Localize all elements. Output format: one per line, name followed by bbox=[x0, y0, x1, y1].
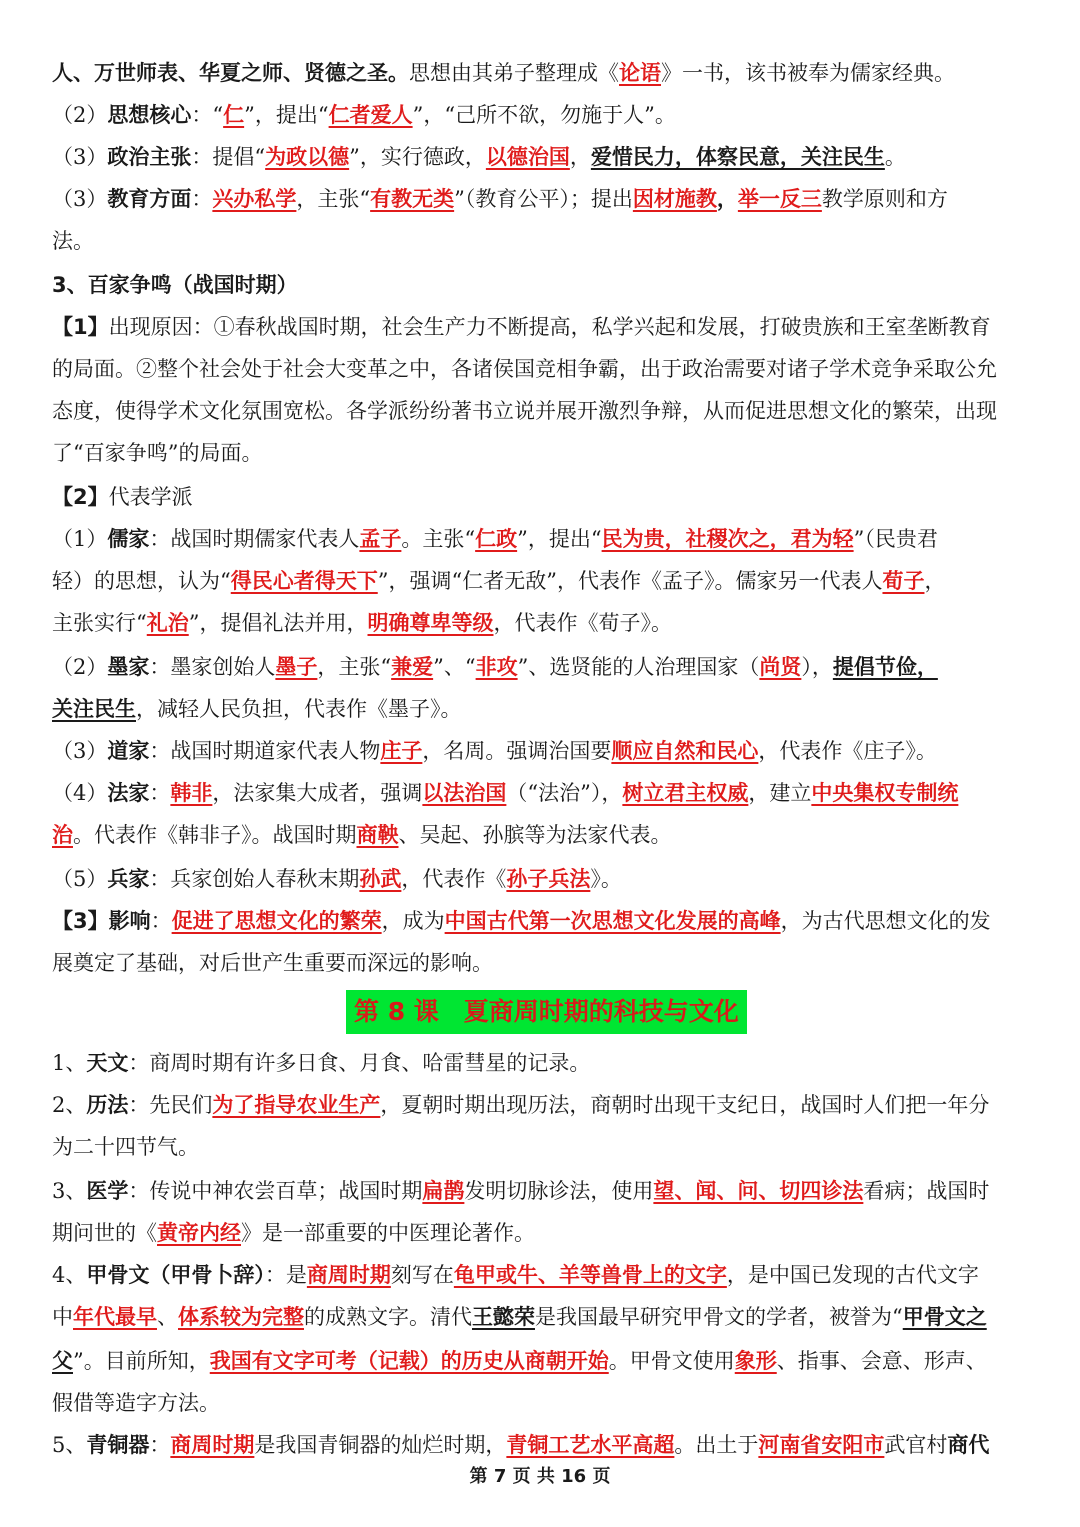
body-text: 主张实行“ bbox=[52, 611, 147, 635]
body-text: 的局面。②整个社会处于社会大变革之中，各诸侯国竞相争霸，出于政治需要对诸子学术竞争采取公允 bbox=[52, 357, 997, 381]
key-term: 得民心者得天下 bbox=[230, 569, 378, 593]
body-text: 、指事、会意、形声、 bbox=[776, 1349, 987, 1373]
bold-text: 兵家 bbox=[107, 867, 150, 891]
key-term: 我国有文字可考（记载）的历史从商朝开始 bbox=[209, 1349, 609, 1373]
key-term: 以德治国 bbox=[485, 145, 570, 169]
body-text: ”，“己所不欲，勿施于人”。 bbox=[412, 103, 676, 127]
body-text: ：是 bbox=[264, 1263, 307, 1287]
key-term: 年代最早 bbox=[73, 1305, 157, 1329]
text-line bbox=[52, 312, 1032, 342]
text-line bbox=[52, 1218, 1032, 1248]
body-text: 。主张“ bbox=[401, 527, 476, 551]
underlined-text: 爱惜民力，体察民意，关注民生 bbox=[590, 145, 885, 169]
bold-text: 人、万世师表、华夏之师、贤德之圣。 bbox=[52, 61, 409, 85]
body-text: （5） bbox=[52, 867, 108, 891]
body-text: ，代表作《庄子》。 bbox=[758, 739, 937, 763]
body-text: （2） bbox=[52, 103, 108, 127]
text-line bbox=[52, 608, 1032, 638]
key-term: 体系较为完整 bbox=[178, 1305, 304, 1329]
body-text: 武官村 bbox=[884, 1433, 948, 1457]
body-text: ，减轻人民负担，代表作《墨子》。 bbox=[136, 697, 462, 721]
body-text: ”。目前所知， bbox=[73, 1349, 210, 1373]
body-text: （“法治”）， bbox=[506, 781, 623, 805]
key-term: 以法治国 bbox=[422, 781, 507, 805]
body-text: ”，实行德政， bbox=[349, 145, 486, 169]
key-term: 中央集权专制统 bbox=[811, 781, 959, 805]
bold-text: 儒家 bbox=[107, 527, 150, 551]
body-text: ，代表作《 bbox=[401, 867, 507, 891]
text-line bbox=[52, 270, 1032, 300]
body-text: ： bbox=[191, 187, 213, 211]
text-line bbox=[52, 482, 1032, 512]
bold-text: 青铜器 bbox=[86, 1433, 150, 1457]
body-text: ”、选贤能的人治理国家（ bbox=[517, 655, 760, 679]
key-term: 论语 bbox=[619, 61, 661, 85]
body-text: 思想由其弟子整理成《 bbox=[409, 61, 619, 85]
body-text: ，是中国已发现的古代文字 bbox=[726, 1263, 979, 1287]
text-line bbox=[52, 1346, 1032, 1376]
body-text: 》。 bbox=[590, 867, 622, 891]
body-text: ：先民们 bbox=[128, 1093, 213, 1117]
body-text: ，代表作《荀子》。 bbox=[493, 611, 672, 635]
body-text: 是我国青铜器的灿烂时期， bbox=[254, 1433, 507, 1457]
body-text: ”（教育公平）；提出 bbox=[454, 187, 633, 211]
body-text: 。代表作《韩非子》。战国时期 bbox=[73, 823, 357, 847]
body-text: ： bbox=[149, 1433, 171, 1457]
text-line bbox=[52, 438, 1032, 468]
body-text: ：兵家创始人春秋末期 bbox=[149, 867, 360, 891]
text-line bbox=[52, 1302, 1032, 1332]
body-text: （1） bbox=[52, 527, 108, 551]
body-text: ：墨家创始人 bbox=[149, 655, 276, 679]
bold-text: 甲骨文（甲骨卜辞） bbox=[86, 1263, 265, 1287]
text-line bbox=[52, 396, 1032, 426]
key-term: 为政以德 bbox=[265, 145, 350, 169]
body-text: 为二十四节气。 bbox=[52, 1135, 199, 1159]
body-text: 4、 bbox=[52, 1263, 87, 1287]
text-line bbox=[52, 1090, 1032, 1120]
body-text: ，主张“ bbox=[296, 187, 371, 211]
body-text: ，成为 bbox=[381, 909, 445, 933]
lesson-title: 第 8 课 夏商周时期的科技与文化 bbox=[346, 990, 747, 1034]
key-term: 庄子 bbox=[380, 739, 423, 763]
body-text: ，夏朝时期出现历法，商朝时出现干支纪日，战国时人们把一年分 bbox=[380, 1093, 990, 1117]
bold-text: 3、百家争鸣（战国时期） bbox=[52, 273, 298, 297]
key-term: 孟子 bbox=[359, 527, 402, 551]
body-text: ）， bbox=[801, 655, 833, 679]
body-text: ”，提倡礼法并用， bbox=[188, 611, 368, 635]
body-text: 》是一部重要的中医理论著作。 bbox=[241, 1221, 535, 1245]
body-text: 3、 bbox=[52, 1179, 87, 1203]
body-text: ，名周。强调治国要 bbox=[422, 739, 612, 763]
key-term: 龟甲或牛、羊等兽骨上的文字 bbox=[453, 1263, 727, 1287]
body-text: 教学原则和方 bbox=[821, 187, 948, 211]
body-text: 2、 bbox=[52, 1093, 87, 1117]
body-text: 5、 bbox=[52, 1433, 87, 1457]
key-term: 望、闻、问、切四诊法 bbox=[653, 1179, 864, 1203]
body-text: ”，强调“仁者无敌”，代表作《孟子》。儒家另一代表人 bbox=[377, 569, 883, 593]
key-term: 仁者爱人 bbox=[328, 103, 413, 127]
body-text: ：战国时期道家代表人物 bbox=[149, 739, 381, 763]
body-text: ”、“ bbox=[433, 655, 476, 679]
body-text: ，建立 bbox=[748, 781, 812, 805]
key-term: 兴办私学 bbox=[212, 187, 297, 211]
underlined-text: 提倡节俭， bbox=[832, 655, 938, 679]
key-term: 治 bbox=[52, 823, 73, 847]
underlined-text: 王懿荣 bbox=[472, 1305, 535, 1329]
key-term: 因材施教 bbox=[632, 187, 717, 211]
body-text: 轻）的思想，认为“ bbox=[52, 569, 231, 593]
bold-text: 医学 bbox=[86, 1179, 129, 1203]
text-line bbox=[52, 1430, 1032, 1460]
body-text: ， bbox=[924, 569, 946, 593]
text-line bbox=[52, 906, 1032, 936]
bold-text: 教育方面 bbox=[107, 187, 192, 211]
text-line bbox=[52, 1176, 1032, 1206]
text-line bbox=[52, 820, 1032, 850]
key-term: 明确尊卑等级 bbox=[367, 611, 494, 635]
bold-text: 天文 bbox=[86, 1051, 129, 1075]
body-text: 态度，使得学术文化氛围宽松。各学派纷纷著书立说并展开激烈争辩，从而促进思想文化的繁荣，出现 bbox=[52, 399, 997, 423]
text-line bbox=[52, 226, 1032, 256]
key-term: 河南省安阳市 bbox=[758, 1433, 885, 1457]
body-text: 看病；战国时 bbox=[863, 1179, 990, 1203]
bold-text: 【3】影响 bbox=[52, 909, 151, 933]
key-term: 孙子兵法 bbox=[506, 867, 591, 891]
body-text: 代表学派 bbox=[108, 485, 193, 509]
body-text: ，主张“ bbox=[317, 655, 392, 679]
body-text: 1、 bbox=[52, 1051, 87, 1075]
bold-text: 【1】 bbox=[52, 315, 109, 339]
key-term: 举一反三 bbox=[737, 187, 822, 211]
bold-text: 【2】 bbox=[52, 485, 109, 509]
body-text: ”（民贵君 bbox=[853, 527, 938, 551]
key-term: 顺应自然和民心 bbox=[611, 739, 759, 763]
key-term: 青铜工艺水平高超 bbox=[506, 1433, 675, 1457]
body-text: （3） bbox=[52, 145, 108, 169]
bold-text: 道家 bbox=[107, 739, 150, 763]
key-term: 中国古代第一次思想文化发展的高峰 bbox=[444, 909, 781, 933]
text-line bbox=[52, 524, 1032, 554]
text-line bbox=[52, 694, 1032, 724]
text-line bbox=[52, 652, 1032, 682]
body-text: 。出土于 bbox=[674, 1433, 759, 1457]
body-text: 》一书，该书被奉为儒家经典。 bbox=[661, 61, 955, 85]
text-line bbox=[52, 1132, 1032, 1162]
key-term: 荀子 bbox=[882, 569, 925, 593]
text-line bbox=[52, 1260, 1032, 1290]
text-line bbox=[52, 864, 1032, 894]
body-text: 。甲骨文使用 bbox=[608, 1349, 735, 1373]
text-line bbox=[52, 1048, 1032, 1078]
body-text: ：提倡“ bbox=[191, 145, 266, 169]
body-text: ： bbox=[150, 909, 172, 933]
body-text: ：商周时期有许多日食、月食、哈雷彗星的记录。 bbox=[128, 1051, 591, 1075]
body-text: 发明切脉诊法，使用 bbox=[464, 1179, 654, 1203]
key-term: 非攻 bbox=[475, 655, 518, 679]
key-term: 树立君主权威 bbox=[622, 781, 749, 805]
bold-text: 历法 bbox=[86, 1093, 129, 1117]
key-term: 扁鹊 bbox=[422, 1179, 465, 1203]
bold-text: 政治主张 bbox=[107, 145, 192, 169]
body-text: （3） bbox=[52, 739, 108, 763]
key-term: 商鞅 bbox=[356, 823, 399, 847]
key-term: 孙武 bbox=[359, 867, 402, 891]
key-term: 黄帝内经 bbox=[157, 1221, 241, 1245]
body-text: ：战国时期儒家代表人 bbox=[149, 527, 360, 551]
key-term: 商周时期 bbox=[170, 1433, 255, 1457]
key-term: 为了指导农业生产 bbox=[212, 1093, 381, 1117]
key-term: 墨子 bbox=[275, 655, 318, 679]
text-line bbox=[52, 354, 1032, 384]
body-text: 的成熟文字。清代 bbox=[304, 1305, 472, 1329]
body-text: ，法家集大成者，强调 bbox=[212, 781, 423, 805]
body-text: ”，提出“ bbox=[517, 527, 602, 551]
text-line bbox=[52, 58, 1032, 88]
body-text: ：传说中神农尝百草；战国时期 bbox=[128, 1179, 423, 1203]
body-text: 、吴起、孙膑等为法家代表。 bbox=[398, 823, 672, 847]
body-text: 假借等造字方法。 bbox=[52, 1391, 220, 1415]
body-text: （3） bbox=[52, 187, 108, 211]
body-text: 、 bbox=[157, 1305, 178, 1329]
body-text: 刻写在 bbox=[390, 1263, 454, 1287]
text-line bbox=[52, 184, 1032, 214]
underlined-text: 父 bbox=[52, 1349, 73, 1373]
key-term: 仁 bbox=[223, 103, 245, 127]
text-line bbox=[52, 142, 1032, 172]
text-line bbox=[52, 100, 1032, 130]
underlined-text: 关注民生 bbox=[52, 697, 136, 721]
bold-text: 法家 bbox=[107, 781, 150, 805]
text-line bbox=[52, 778, 1032, 808]
key-term: 兼爱 bbox=[391, 655, 434, 679]
bold-text: 思想核心 bbox=[107, 103, 192, 127]
body-text: 展奠定了基础，对后世产生重要而深远的影响。 bbox=[52, 951, 493, 975]
text-line bbox=[52, 1388, 1032, 1418]
bold-text: ， bbox=[716, 187, 738, 211]
body-text: ：“ bbox=[191, 103, 224, 127]
key-term: 商周时期 bbox=[306, 1263, 391, 1287]
text-line bbox=[52, 736, 1032, 766]
body-text: （2） bbox=[52, 655, 108, 679]
body-text: ， bbox=[569, 145, 591, 169]
page-number: 第 7 页 共 16 页 bbox=[469, 1466, 611, 1487]
body-text: 。 bbox=[884, 145, 906, 169]
body-text: 出现原因：①春秋战国时期，社会生产力不断提高，私学兴起和发展，打破贵族和王室垄断教育 bbox=[108, 315, 991, 339]
key-term: 民为贵，社稷次之，君为轻 bbox=[601, 527, 854, 551]
body-text: ，为古代思想文化的发 bbox=[780, 909, 991, 933]
body-text: ”，提出“ bbox=[244, 103, 329, 127]
body-text: 期问世的《 bbox=[52, 1221, 157, 1245]
key-term: 仁政 bbox=[475, 527, 518, 551]
bold-text: 商代 bbox=[947, 1433, 990, 1457]
body-text: 法。 bbox=[52, 229, 94, 253]
key-term: 象形 bbox=[734, 1349, 777, 1373]
body-text: 是我国最早研究甲骨文的学者，被誉为“ bbox=[535, 1305, 903, 1329]
key-term: 有教无类 bbox=[370, 187, 455, 211]
key-term: 促进了思想文化的繁荣 bbox=[171, 909, 382, 933]
key-term: 韩非 bbox=[170, 781, 213, 805]
body-text: （4） bbox=[52, 781, 108, 805]
text-line bbox=[52, 566, 1032, 596]
body-text: ： bbox=[149, 781, 171, 805]
bold-text: 墨家 bbox=[107, 655, 150, 679]
key-term: 礼治 bbox=[146, 611, 189, 635]
key-term: 尚贤 bbox=[759, 655, 802, 679]
underlined-text: 甲骨文之 bbox=[902, 1305, 987, 1329]
body-text: 了“百家争鸣”的局面。 bbox=[52, 441, 263, 465]
text-line bbox=[52, 948, 1032, 978]
body-text: 中 bbox=[52, 1305, 73, 1329]
